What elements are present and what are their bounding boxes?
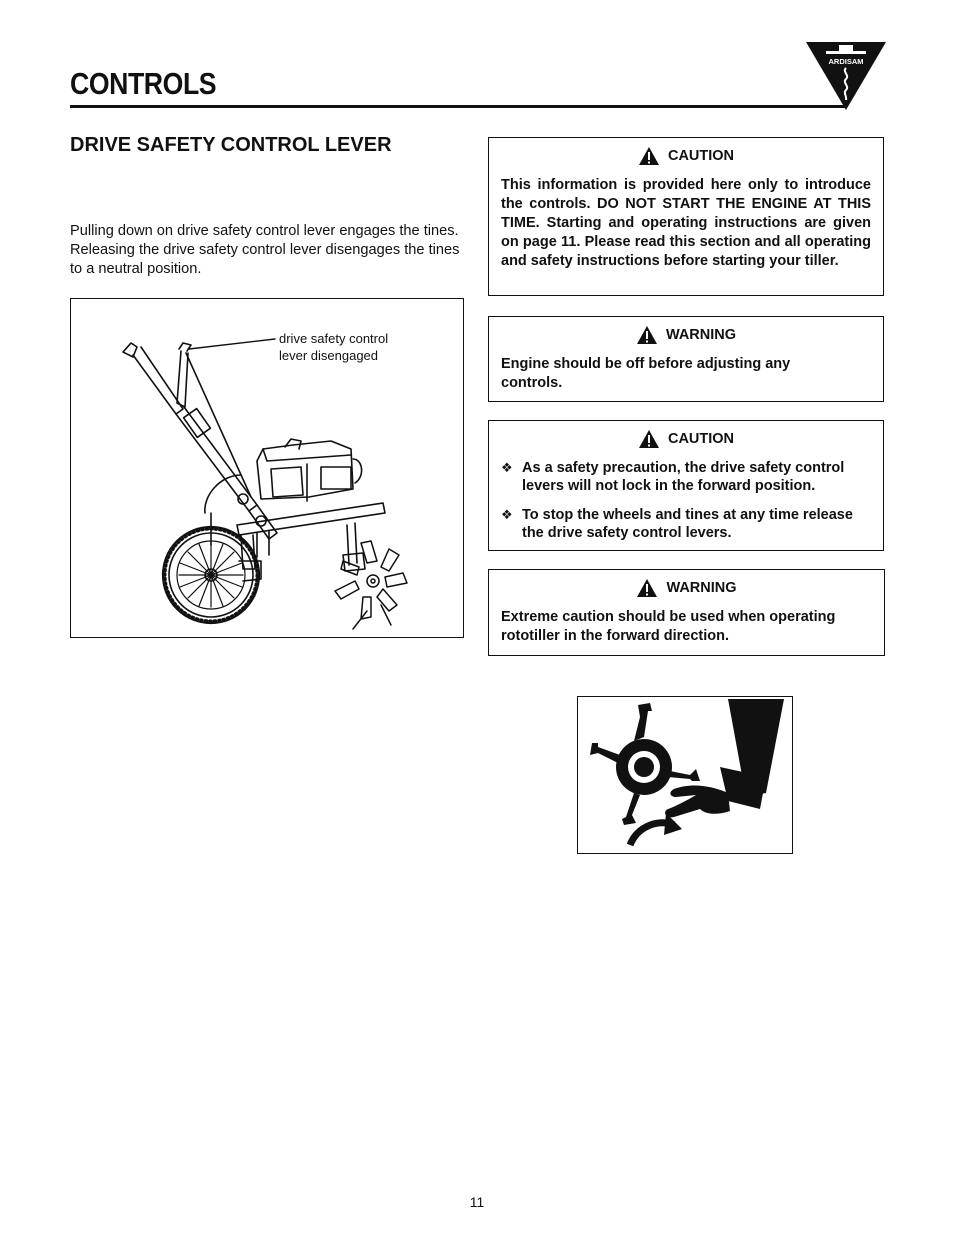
warning-triangle-icon bbox=[638, 146, 660, 166]
tiller-drawing bbox=[71, 299, 464, 638]
page-title: CONTROLS bbox=[70, 66, 217, 101]
rotating-tine-hand-icon bbox=[578, 697, 793, 854]
notice-text: Extreme caution should be used when operating rototiller in the forward direction. bbox=[501, 609, 836, 644]
logo-text: ARDISAM bbox=[828, 57, 864, 66]
bullet-icon: ❖ bbox=[501, 507, 513, 522]
notice-text: This information is provided here only to introduce the controls. DO NOT START THE ENGINE AT THIS TIME. Starting and operating instructions are given on page 11. Please read this section and all operating and safety instructions before starting your tiller. bbox=[501, 177, 871, 269]
caution-notice-levers bbox=[488, 420, 884, 551]
warning-triangle-icon bbox=[636, 578, 658, 598]
notice-label: CAUTION bbox=[667, 148, 735, 164]
warning-notice-engine-off bbox=[488, 316, 884, 402]
bullet-item bbox=[501, 459, 871, 495]
page-number: 11 bbox=[469, 1194, 485, 1210]
warning-notice-forward bbox=[488, 569, 885, 656]
bullet-text: As a safety precaution, the drive safety control levers will not lock in the forward position. bbox=[522, 460, 845, 494]
bullet-item bbox=[501, 506, 871, 542]
notice-text: Engine should be off before adjusting any controls. bbox=[501, 356, 791, 391]
section-heading: DRIVE SAFETY CONTROL LEVER bbox=[70, 134, 392, 156]
caution-notice-intro bbox=[488, 137, 884, 296]
tine-hazard-pictogram bbox=[577, 696, 793, 854]
title-rule bbox=[70, 105, 845, 108]
notice-label: WARNING bbox=[666, 580, 737, 596]
bullet-text: To stop the wheels and tines at any time release the drive safety control levers. bbox=[522, 507, 853, 541]
notice-label: CAUTION bbox=[667, 431, 735, 447]
lever-callout-label bbox=[279, 330, 388, 364]
intro-paragraph: Pulling down on drive safety control lever engages the tines. Releasing the drive safety control lever disengages the tines to a neutral position. bbox=[70, 223, 460, 277]
warning-triangle-icon bbox=[636, 325, 658, 345]
callout-line-1: drive safety control bbox=[279, 331, 389, 346]
callout-line-2: lever disengaged bbox=[279, 348, 379, 363]
notice-label: WARNING bbox=[665, 327, 737, 343]
tiller-illustration bbox=[70, 298, 464, 638]
ardisam-logo bbox=[806, 42, 886, 112]
bullet-icon: ❖ bbox=[501, 460, 513, 475]
warning-triangle-icon bbox=[638, 429, 660, 449]
